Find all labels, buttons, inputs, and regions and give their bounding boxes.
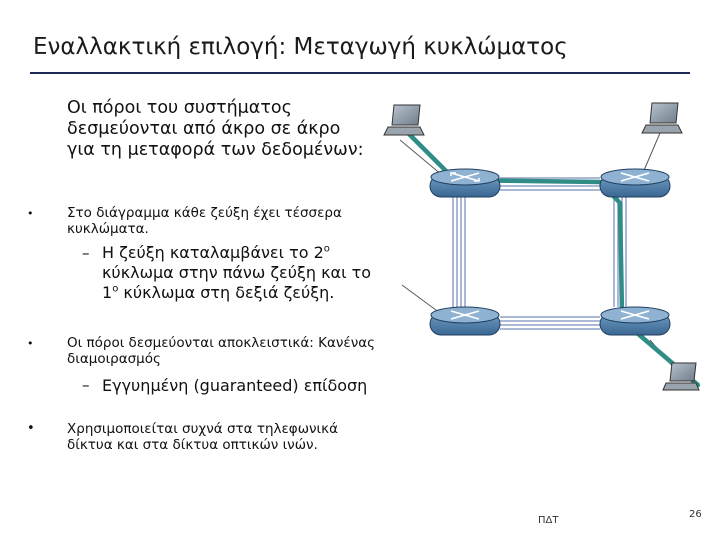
bullet-1-sub xyxy=(102,243,382,303)
router-top-left xyxy=(430,169,500,197)
bullet-2-dash: – xyxy=(82,376,90,394)
title-underline xyxy=(30,72,690,74)
link-bottom xyxy=(500,317,600,329)
router-bottom-left xyxy=(430,307,500,335)
ordinal-sup-1: ο xyxy=(323,243,330,255)
laptop-top-right-icon xyxy=(642,103,682,133)
footer-center: ΠΔΤ xyxy=(538,515,559,526)
bullet-3-text: Χρησιμοποιείται συχνά στα τηλεφωνικά δίκτυα και στα δίκτυα οπτικών ινών. xyxy=(67,421,338,453)
ordinal-sup-2: ο xyxy=(112,283,119,295)
bullet-1-sub-part1: Η ζεύξη καταλαμβάνει το 2 xyxy=(102,243,324,262)
laptop-top-left-icon xyxy=(384,105,424,135)
router-top-right xyxy=(600,169,670,197)
page-number: 26 xyxy=(689,509,702,520)
laptop-bottom-right-icon xyxy=(663,363,699,390)
bullet-dot-2: • xyxy=(27,337,34,350)
bullet-dot-3: • xyxy=(27,421,35,436)
link-left xyxy=(453,197,465,307)
bullet-2-text: Οι πόροι δεσμεύονται αποκλειστικά: Κανένας διαμοιρασμός xyxy=(67,335,376,367)
bullet-1-text: Στο διάγραμμα κάθε ζεύξη έχει τέσσερα κυκλώματα. xyxy=(67,205,342,237)
bullet-1-sub-part3: κύκλωμα στη δεξιά ζεύξη. xyxy=(118,283,335,302)
slide-title: Εναλλακτική επιλογή: Μεταγωγή κυκλώματος xyxy=(33,34,568,60)
bullet-2-sub: Εγγυημένη (guaranteed) επίδοση xyxy=(102,376,368,395)
bullet-1-dash: – xyxy=(82,244,90,262)
router-bottom-right xyxy=(600,307,670,335)
intro-text: Οι πόροι του συστήματος δεσμεύονται από άκρο σε άκρο για τη μεταφορά των δεδομένων: xyxy=(67,98,364,160)
bullet-1-sub-part2: κύκλωμα στην πάνω ζεύξη και το 1 xyxy=(102,263,371,302)
bullet-dot-1: • xyxy=(27,207,34,220)
circuit-switching-diagram xyxy=(380,85,700,415)
